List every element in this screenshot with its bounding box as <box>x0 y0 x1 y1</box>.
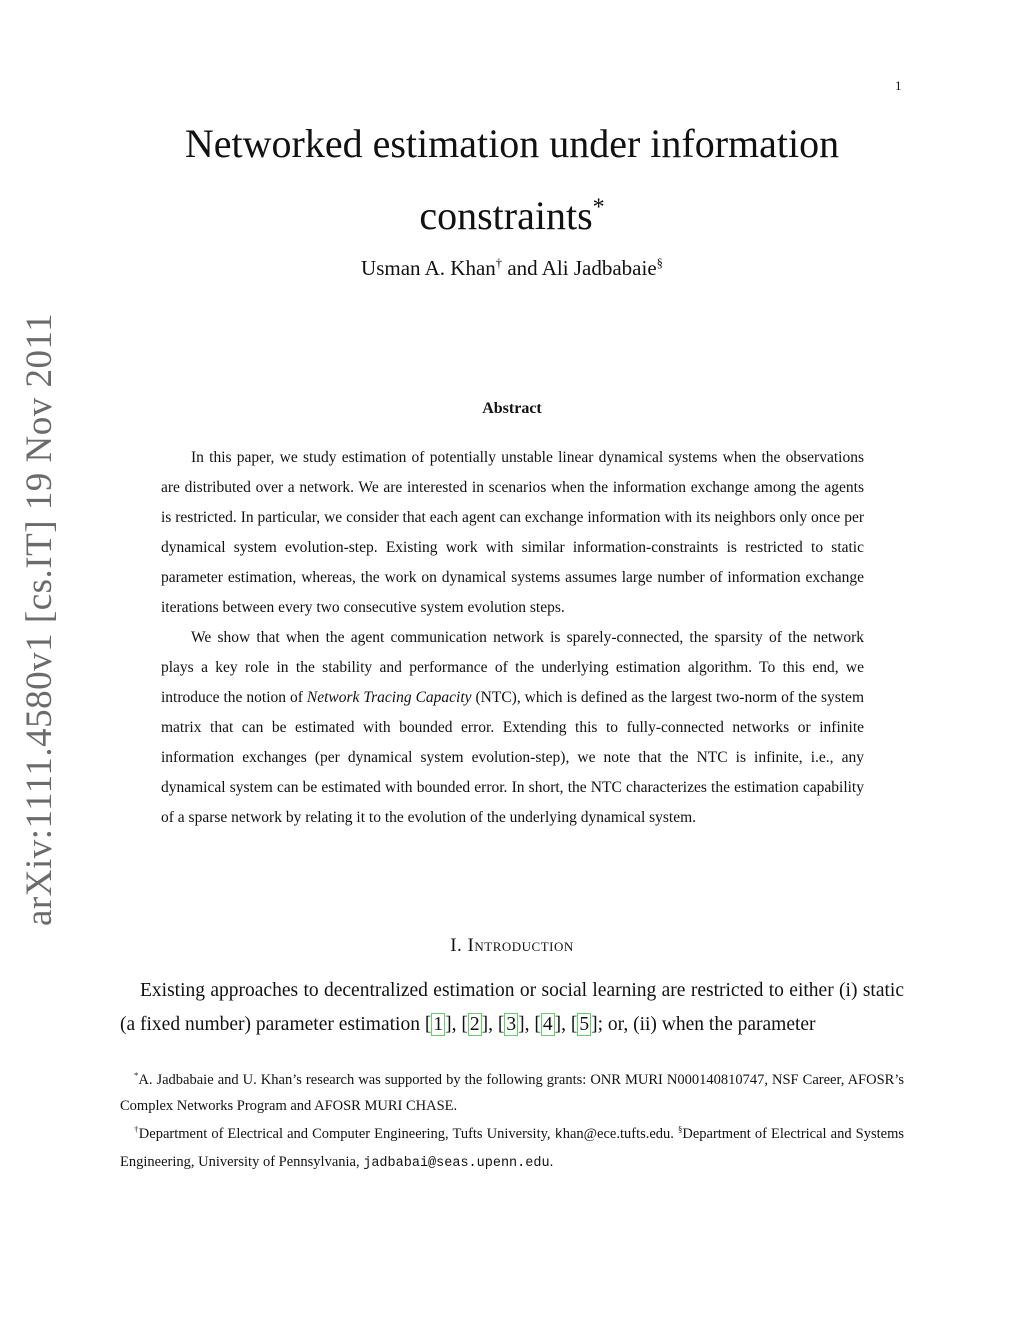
abstract-body <box>161 443 864 833</box>
abstract-p2-text-b: (NTC), which is defined as the largest two-norm of the system matrix that can be estimated with bounded error. Extending this to fully-connected networks or infinite information exchanges (per dynamical system evolution-step), we note that the NTC is infinite, i.e., any dynamical system can be estimated with bounded error. In short, the NTC characterizes the estimation capability of a sparse network by relating it to the evolution of the underlying dynamical system. <box>161 689 864 826</box>
author-list <box>120 256 904 281</box>
citation-link[interactable]: 1 <box>433 1014 444 1035</box>
footnotes <box>120 1067 904 1179</box>
jadbabaie-email: jadbabai@seas.upenn.edu <box>363 1156 550 1171</box>
paper-title <box>120 108 904 252</box>
introduction-text <box>120 974 904 1042</box>
footnote-affiliations <box>120 1121 904 1177</box>
intro-paragraph: Existing approaches to decentralized estimation or social learning are restricted to either (i) static (a fixed number) parameter estimation [ 1 ], [ 2 ], [ 3 ], [ 4 ], [ 5 ]; or, (ii) when the parameter <box>120 980 904 1035</box>
page-number: 1 <box>895 78 902 93</box>
footnote-khan-marker: † <box>134 1124 139 1135</box>
author-conjunction: and <box>507 256 538 280</box>
footnote-jadbabaie-marker: § <box>678 1124 683 1135</box>
title-line-2: constraints <box>419 193 593 238</box>
abstract-heading: Abstract <box>482 400 542 417</box>
section-title: Introduction <box>467 935 574 956</box>
abstract-p2-text-a: We show that when the agent communication network is sparely-connected, the sparsity of the network plays a key role in the stability and performance of the underlying estimation algorithm. To this end, we introduce the notion of <box>161 629 864 706</box>
khan-email: han@ece.tufts.edu. <box>562 1126 674 1142</box>
citation-link[interactable]: 4 <box>542 1014 553 1035</box>
abstract-paragraph-1: In this paper, we study estimation of potentially unstable linear dynamical systems when the observations are distributed over a network. We are interested in scenarios when the information exchange among the agents is restricted. In particular, we consider that each agent can exchange information with its neighbors only once per dynamical system evolution-step. Existing work with similar information-constraints is restricted to static parameter estimation, whereas, the work on dynamical systems assumes large number of information exchange iterations between every two consecutive system evolution steps. <box>161 449 864 616</box>
title-line-1: Networked estimation under information <box>184 121 840 166</box>
footnote-funding-text: A. Jadbabaie and U. Khan’s research was supported by the following grants: ONR MURI N000140810747, NSF Career, AFOSR’s Complex Networks Program and AFOSR MURI CHASE. <box>120 1072 904 1114</box>
abstract-paragraph-2 <box>161 623 864 833</box>
title-footnote-marker: * <box>592 194 605 221</box>
citation-link[interactable]: 2 <box>469 1014 480 1035</box>
footnote-funding <box>120 1067 904 1119</box>
author-khan: Usman A. Khan <box>361 256 496 280</box>
arxiv-identifier-stamp: arXiv:1111.4580v1 [cs.IT] 19 Nov 2011 <box>19 312 60 926</box>
footnote-funding-marker: * <box>134 1070 139 1081</box>
citation-link[interactable]: 5 <box>579 1014 590 1035</box>
author-jadbabaie-marker: § <box>656 256 663 270</box>
footnote-jadbabaie-affiliation: Department of Electrical and Systems Engineering, University of Pennsylvania, <box>120 1126 905 1170</box>
footnote-end-period: . <box>549 1154 554 1170</box>
author-khan-marker: † <box>495 256 503 270</box>
section-number: I. <box>450 935 463 956</box>
footnote-khan-affiliation: Department of Electrical and Computer Engineering, Tufts University, <box>138 1126 555 1142</box>
intro-text-b: ; or, (ii) when the parameter <box>597 1014 816 1035</box>
intro-text-a: Existing approaches to decentralized estimation or social learning are restricted to either (i) static (a fixed number) parameter estimation <box>120 980 904 1035</box>
khan-email-first-letter: k <box>554 1128 563 1143</box>
citation-link[interactable]: 3 <box>506 1014 517 1035</box>
author-jadbabaie: Ali Jadbabaie <box>541 256 657 280</box>
section-heading-introduction <box>120 935 904 957</box>
abstract-p2-term: Network Tracing Capacity <box>306 689 472 706</box>
